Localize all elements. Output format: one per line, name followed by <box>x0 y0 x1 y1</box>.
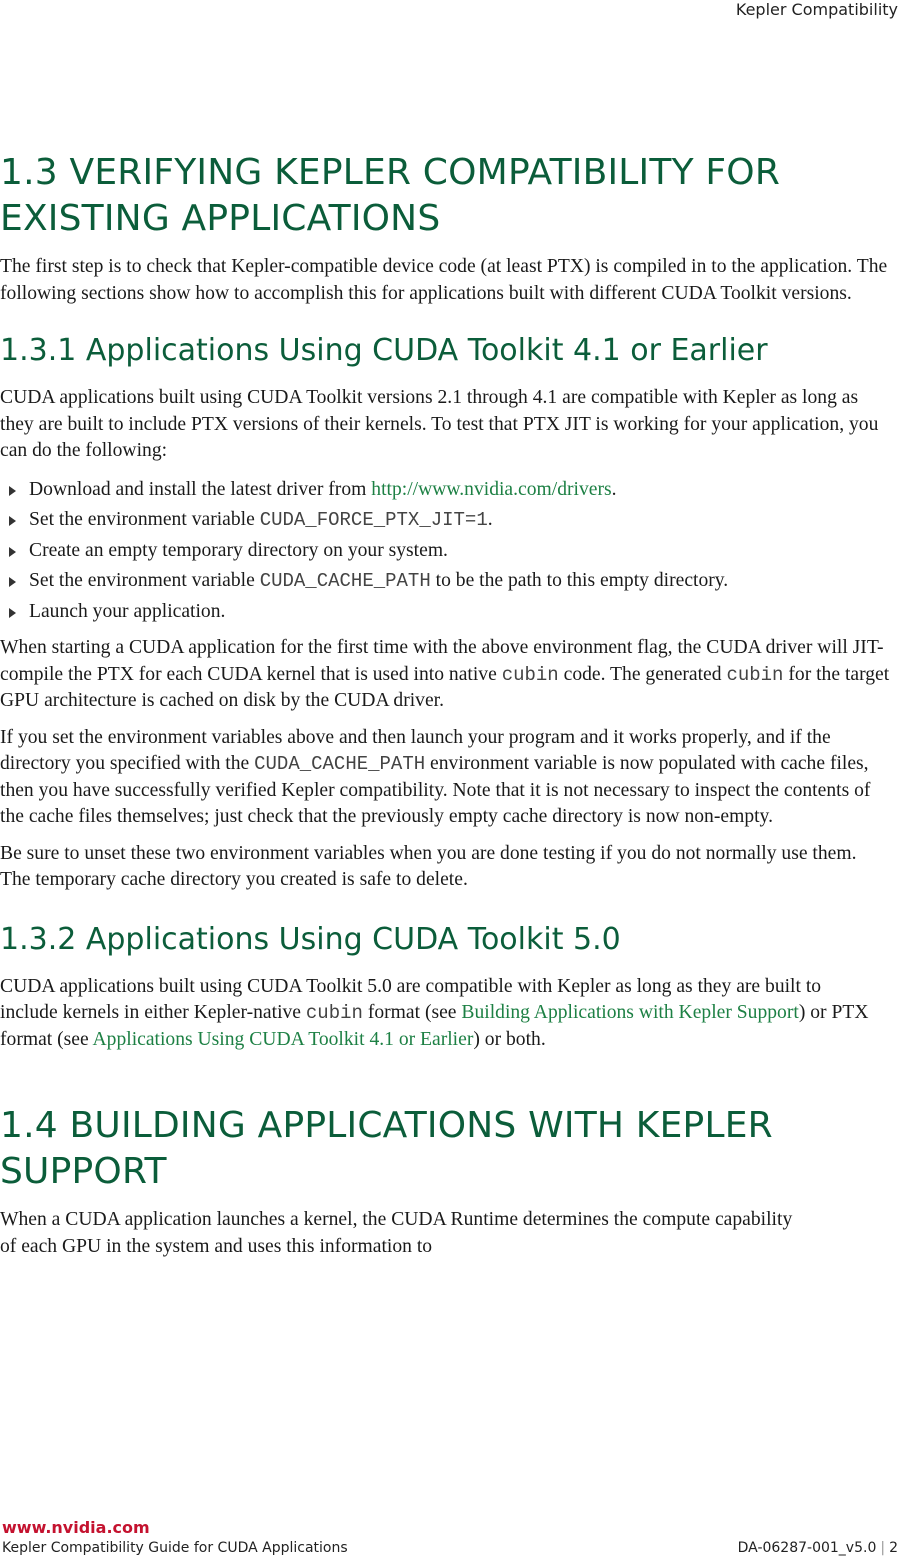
bullet-arrow-icon <box>9 577 16 587</box>
list-item: Launch your application. <box>0 599 898 626</box>
list-item: Set the environment variable CUDA_CACHE_PATH to be the path to this empty directory. <box>0 568 829 595</box>
footer-doc-id: DA-06287-001_v5.0 <box>737 1540 877 1556</box>
list-item: Create an empty temporary directory on your system. <box>0 538 898 565</box>
heading-line-2: SUPPORT <box>0 1151 167 1192</box>
section-1-3-1-heading: 1.3.1 Applications Using CUDA Toolkit 4.1 or Earlier <box>0 333 768 368</box>
building-applications-link[interactable]: Building Applications with Kepler Support <box>461 1002 799 1023</box>
section-1-3-2-heading: 1.3.2 Applications Using CUDA Toolkit 5.0 <box>0 921 621 957</box>
section-1-3-1-intro: CUDA applications built using CUDA Toolkit versions 2.1 through 4.1 are compatible with Kepler as long as they are built to include PTX versions of their kernels. To test that PTX JIT is working for your application, you can do the following: <box>0 387 879 461</box>
list-item: Download and install the latest driver from http://www.nvidia.com/drivers. <box>0 477 898 504</box>
drivers-link[interactable]: http://www.nvidia.com/drivers <box>371 478 612 500</box>
heading-line-1: 1.4 BUILDING APPLICATIONS WITH KEPLER <box>0 1105 773 1146</box>
section-1-3-2-paragraph: CUDA applications built using CUDA Toolkit 5.0 are compatible with Kepler as long as they are built to include kernels in either Kepler-native cubin format (see Building Applications with Kepler Support) or PTX format (see Applications Using CUDA Toolkit 4.1 or Earlier) or both. <box>0 975 869 1050</box>
footer-doc-title: Kepler Compatibility Guide for CUDA Applications <box>2 1540 348 1556</box>
applications-using-cuda-link[interactable]: Applications Using CUDA Toolkit 4.1 or Earlier <box>92 1028 474 1050</box>
footer-url-link[interactable]: www.nvidia.com <box>2 1518 150 1537</box>
running-header: Kepler Compatibility <box>735 0 898 19</box>
heading-line-2: EXISTING APPLICATIONS <box>0 198 441 239</box>
footer-separator: | <box>880 1540 886 1556</box>
env-var-code: CUDA_CACHE_PATH <box>259 570 431 592</box>
page-footer <box>2 1518 898 1556</box>
section-1-4-heading <box>0 1103 898 1195</box>
page-number: 2 <box>889 1540 898 1556</box>
section-1-3-intro: The first step is to check that Kepler-compatible device code (at least PTX) is compiled in to the application. The following sections show how to accomplish this for applications built with different CUDA Toolkit versions. <box>0 256 888 304</box>
verify-paragraph: If you set the environment variables above and then launch your program and it works properly, and if the directory you specified with the CUDA_CACHE_PATH environment variable is now populated with cache files, then you have successfully verified Kepler compatibility. Note that it is not necessary to inspect the contents of the cache files themselves; just check that the previously empty cache directory is now non-empty. <box>0 726 871 827</box>
bullet-arrow-icon <box>9 608 16 618</box>
jit-paragraph: When starting a CUDA application for the first time with the above environment flag, the CUDA driver will JIT-compile the PTX for each CUDA kernel that is used into native cubin code. The generated cubin for the target GPU architecture is cached on disk by the CUDA driver. <box>0 637 890 711</box>
bullet-arrow-icon <box>9 547 16 557</box>
steps-list <box>0 477 898 626</box>
bullet-arrow-icon <box>9 516 16 526</box>
page-content <box>0 150 898 1260</box>
section-1-4-paragraph: When a CUDA application launches a kernel, the CUDA Runtime determines the compute capability of each GPU in the system and uses this information to <box>0 1209 793 1257</box>
heading-line-1: 1.3 VERIFYING KEPLER COMPATIBILITY FOR <box>0 152 781 193</box>
section-1-3-heading <box>0 150 898 242</box>
unset-paragraph: Be sure to unset these two environment variables when you are done testing if you do not normally use them. The temporary cache directory you created is safe to delete. <box>0 842 857 890</box>
footer-doc-info <box>738 1540 898 1556</box>
env-var-code: CUDA_FORCE_PTX_JIT=1 <box>259 509 488 531</box>
bullet-arrow-icon <box>9 486 16 496</box>
list-item: Set the environment variable CUDA_FORCE_PTX_JIT=1. <box>0 507 898 534</box>
